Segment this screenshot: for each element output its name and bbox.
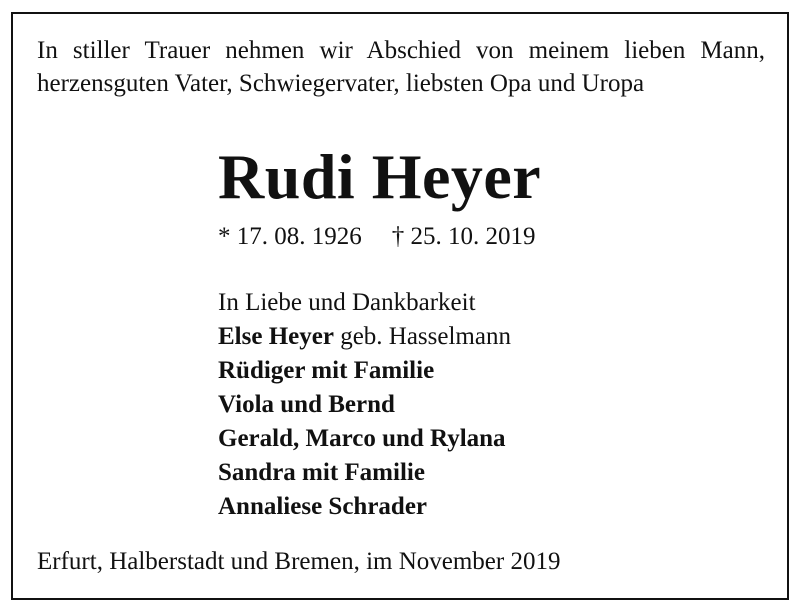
place-and-date: Erfurt, Halberstadt und Bremen, im November 2019 [37,548,561,575]
death-date: † 25. 10. 2019 [391,223,536,250]
mourner-line [218,320,511,354]
mourner-note: geb. Hasselmann [333,323,511,350]
mourner-line [218,422,511,456]
mourner-name: Viola und Bernd [218,391,395,418]
mourner-line [218,490,511,524]
mourner-line [218,456,511,490]
intro-text: In stiller Trauer nehmen wir Abschied von meinem lieben Mann, herzensguten Vater, Schwiegervater, liebsten Opa und Uropa [37,37,765,97]
dedication-line: In Liebe und Dankbarkeit [218,289,476,316]
mourners-list [218,286,511,524]
mourner-name: Gerald, Marco und Rylana [218,425,506,452]
deceased-name: Rudi Heyer [218,141,542,212]
obituary-notice [11,12,789,600]
birth-date: * 17. 08. 1926 [218,223,362,250]
mourner-name: Rüdiger mit Familie [218,357,435,384]
mourner-name: Else Heyer [218,323,334,350]
mourner-name: Sandra mit Familie [218,459,425,486]
mourner-line [218,354,511,388]
mourner-line [218,388,511,422]
mourner-name: Annaliese Schrader [218,493,428,520]
life-dates [218,221,536,253]
